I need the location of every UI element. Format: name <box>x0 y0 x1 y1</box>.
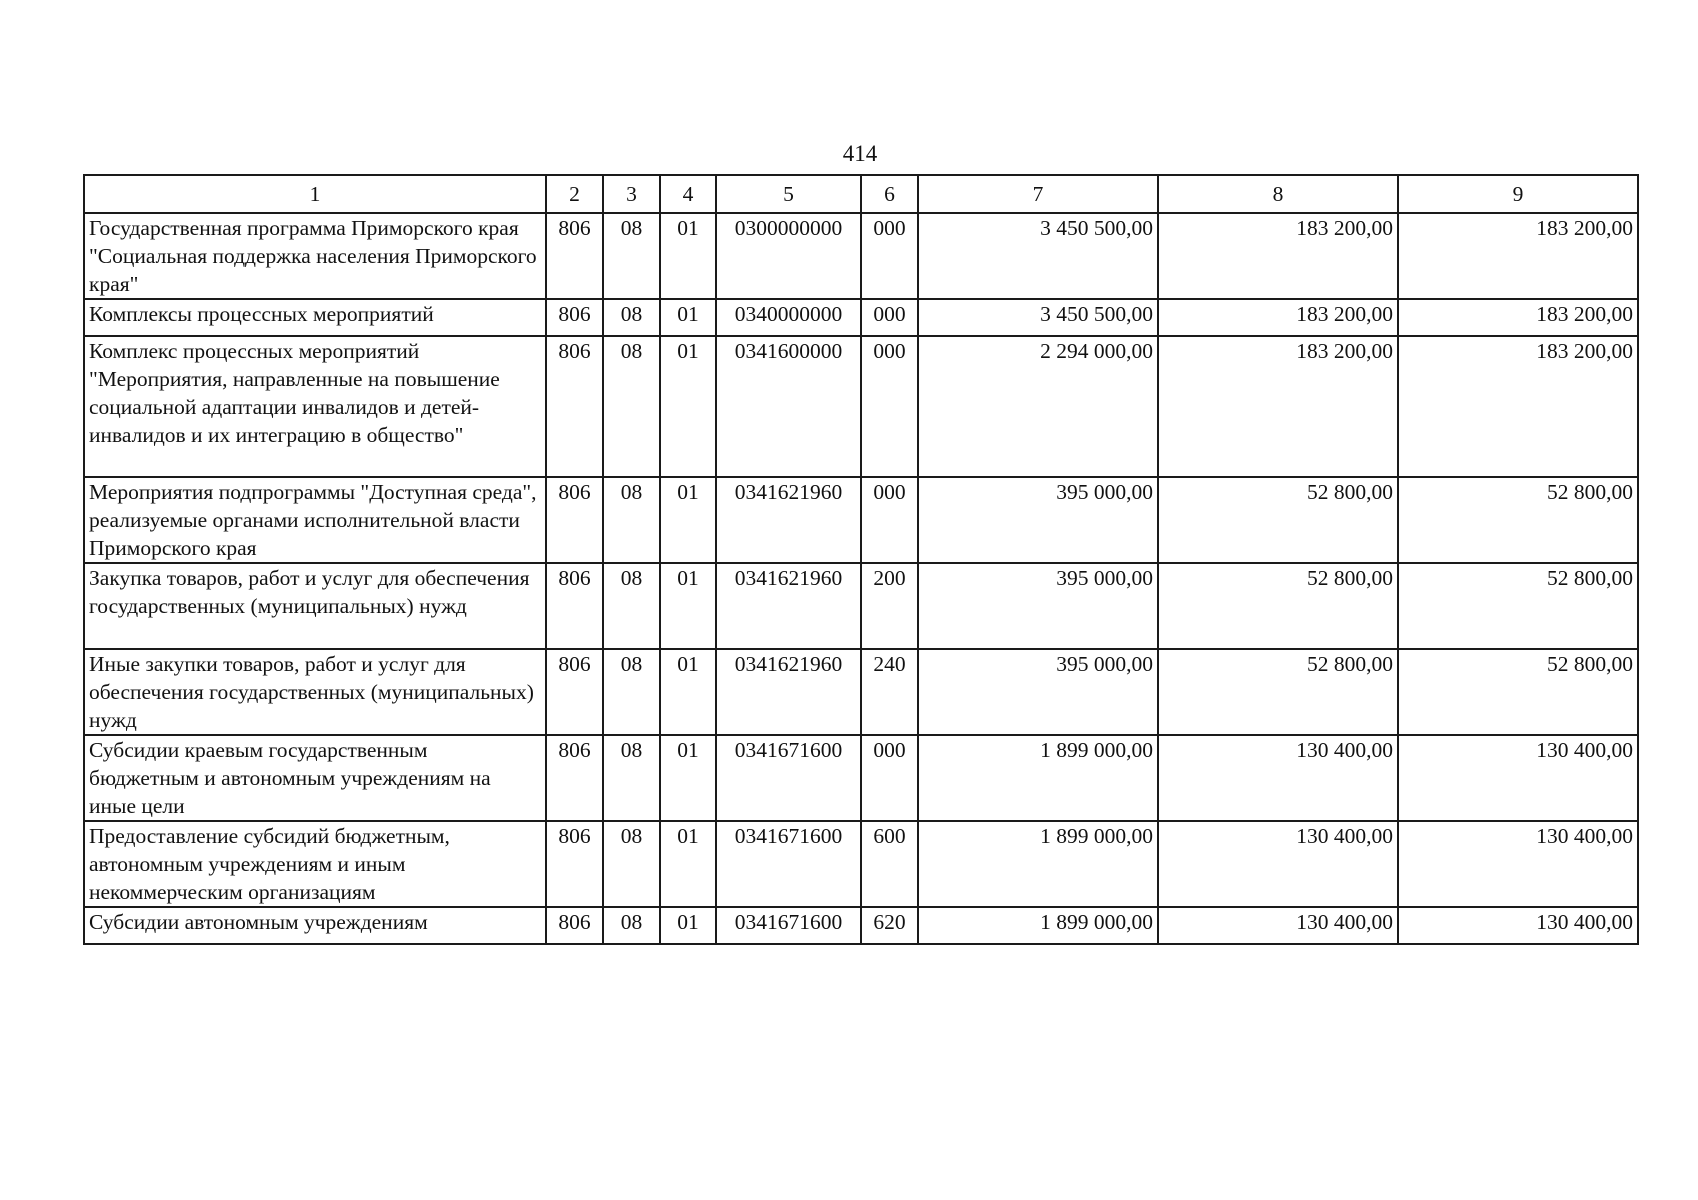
row-name: Субсидии краевым государственным бюджетным и автономным учреждениям на иные цели <box>84 735 546 821</box>
cell-c2: 806 <box>546 299 603 336</box>
cell-c2: 806 <box>546 563 603 649</box>
table-row <box>84 735 1638 821</box>
table-row <box>84 336 1638 477</box>
cell-c9: 52 800,00 <box>1398 649 1638 735</box>
cell-c4: 01 <box>660 735 716 821</box>
cell-c3: 08 <box>603 563 660 649</box>
cell-c9: 130 400,00 <box>1398 735 1638 821</box>
cell-c2: 806 <box>546 477 603 563</box>
row-name: Мероприятия подпрограммы "Доступная среда", реализуемые органами исполнительной власти Приморского края <box>84 477 546 563</box>
cell-c5: 0341621960 <box>716 649 861 735</box>
cell-c6: 000 <box>861 213 918 299</box>
row-name: Закупка товаров, работ и услуг для обеспечения государственных (муниципальных) нужд <box>84 563 546 649</box>
cell-c2: 806 <box>546 213 603 299</box>
cell-c9: 130 400,00 <box>1398 907 1638 944</box>
row-name: Комплекс процессных мероприятий "Мероприятия, направленные на повышение социальной адаптации инвалидов и детей-инвалидов и их интеграцию в общество" <box>84 336 546 477</box>
cell-c9: 52 800,00 <box>1398 563 1638 649</box>
table-row <box>84 821 1638 907</box>
cell-c9: 183 200,00 <box>1398 213 1638 299</box>
cell-c2: 806 <box>546 821 603 907</box>
row-name: Субсидии автономным учреждениям <box>84 907 546 944</box>
cell-c8: 52 800,00 <box>1158 563 1398 649</box>
cell-c2: 806 <box>546 336 603 477</box>
cell-c3: 08 <box>603 649 660 735</box>
page-number: 414 <box>842 141 878 166</box>
column-header: 3 <box>603 175 660 213</box>
cell-c4: 01 <box>660 649 716 735</box>
cell-c5: 0300000000 <box>716 213 861 299</box>
cell-c7: 395 000,00 <box>918 649 1158 735</box>
column-header: 7 <box>918 175 1158 213</box>
table-row <box>84 213 1638 299</box>
row-name: Предоставление субсидий бюджетным, автономным учреждениям и иным некоммерческим организациям <box>84 821 546 907</box>
column-header: 5 <box>716 175 861 213</box>
cell-c8: 130 400,00 <box>1158 735 1398 821</box>
row-name: Государственная программа Приморского края "Социальная поддержка населения Приморского края" <box>84 213 546 299</box>
cell-c6: 600 <box>861 821 918 907</box>
cell-c6: 000 <box>861 336 918 477</box>
cell-c2: 806 <box>546 735 603 821</box>
cell-c3: 08 <box>603 821 660 907</box>
budget-table <box>83 174 1639 945</box>
column-header: 8 <box>1158 175 1398 213</box>
table-row <box>84 299 1638 336</box>
table-row <box>84 907 1638 944</box>
cell-c2: 806 <box>546 907 603 944</box>
cell-c7: 1 899 000,00 <box>918 907 1158 944</box>
table-row <box>84 649 1638 735</box>
cell-c4: 01 <box>660 336 716 477</box>
cell-c9: 183 200,00 <box>1398 336 1638 477</box>
cell-c4: 01 <box>660 821 716 907</box>
cell-c8: 130 400,00 <box>1158 821 1398 907</box>
cell-c8: 183 200,00 <box>1158 213 1398 299</box>
cell-c7: 1 899 000,00 <box>918 821 1158 907</box>
cell-c7: 2 294 000,00 <box>918 336 1158 477</box>
cell-c6: 000 <box>861 735 918 821</box>
cell-c8: 130 400,00 <box>1158 907 1398 944</box>
cell-c8: 183 200,00 <box>1158 299 1398 336</box>
cell-c7: 395 000,00 <box>918 563 1158 649</box>
column-header: 1 <box>84 175 546 213</box>
header-row <box>84 175 1638 213</box>
cell-c4: 01 <box>660 299 716 336</box>
column-header: 9 <box>1398 175 1638 213</box>
cell-c7: 395 000,00 <box>918 477 1158 563</box>
cell-c6: 000 <box>861 299 918 336</box>
cell-c4: 01 <box>660 213 716 299</box>
cell-c9: 183 200,00 <box>1398 299 1638 336</box>
cell-c5: 0341600000 <box>716 336 861 477</box>
cell-c3: 08 <box>603 336 660 477</box>
cell-c5: 0341671600 <box>716 821 861 907</box>
column-header: 6 <box>861 175 918 213</box>
table-row <box>84 477 1638 563</box>
cell-c3: 08 <box>603 735 660 821</box>
cell-c8: 52 800,00 <box>1158 649 1398 735</box>
cell-c7: 3 450 500,00 <box>918 213 1158 299</box>
cell-c7: 3 450 500,00 <box>918 299 1158 336</box>
cell-c7: 1 899 000,00 <box>918 735 1158 821</box>
cell-c3: 08 <box>603 477 660 563</box>
cell-c5: 0341621960 <box>716 563 861 649</box>
cell-c2: 806 <box>546 649 603 735</box>
cell-c8: 183 200,00 <box>1158 336 1398 477</box>
cell-c5: 0341621960 <box>716 477 861 563</box>
cell-c9: 52 800,00 <box>1398 477 1638 563</box>
cell-c5: 0340000000 <box>716 299 861 336</box>
cell-c6: 000 <box>861 477 918 563</box>
cell-c4: 01 <box>660 563 716 649</box>
table-row <box>84 563 1638 649</box>
cell-c5: 0341671600 <box>716 907 861 944</box>
cell-c3: 08 <box>603 299 660 336</box>
cell-c4: 01 <box>660 907 716 944</box>
cell-c9: 130 400,00 <box>1398 821 1638 907</box>
cell-c6: 620 <box>861 907 918 944</box>
row-name: Иные закупки товаров, работ и услуг для обеспечения государственных (муниципальных) нужд <box>84 649 546 735</box>
cell-c6: 200 <box>861 563 918 649</box>
cell-c8: 52 800,00 <box>1158 477 1398 563</box>
row-name: Комплексы процессных мероприятий <box>84 299 546 336</box>
cell-c4: 01 <box>660 477 716 563</box>
cell-c6: 240 <box>861 649 918 735</box>
cell-c3: 08 <box>603 213 660 299</box>
cell-c3: 08 <box>603 907 660 944</box>
column-header: 2 <box>546 175 603 213</box>
column-header: 4 <box>660 175 716 213</box>
cell-c5: 0341671600 <box>716 735 861 821</box>
